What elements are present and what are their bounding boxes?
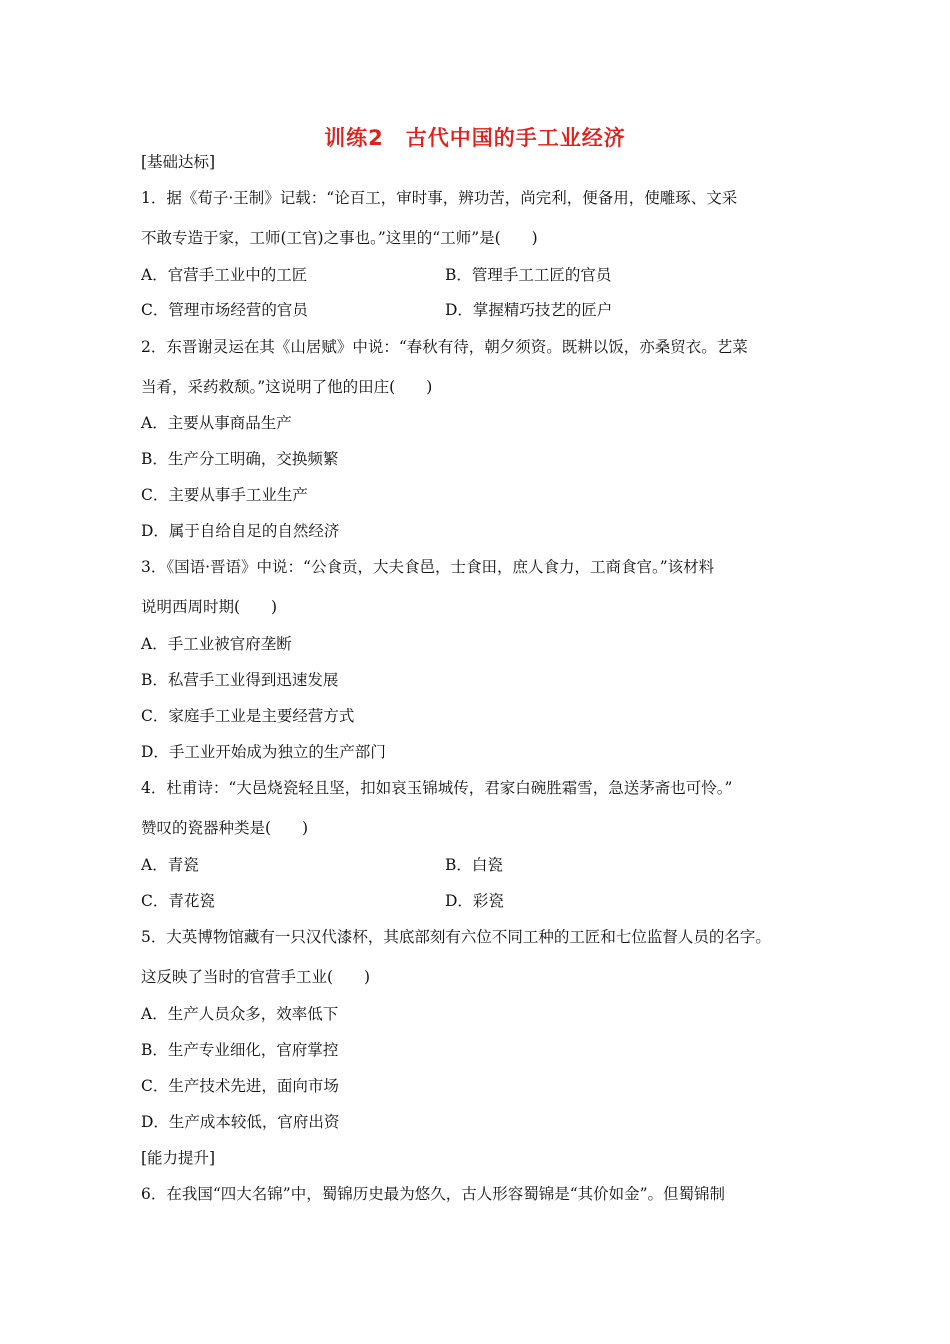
question-5-option-b: B．生产专业细化，官府掌控 xyxy=(141,1041,339,1059)
question-3-option-d: D．手工业开始成为独立的生产部门 xyxy=(141,743,386,761)
question-3-option-b: B．私营手工业得到迅速发展 xyxy=(141,671,339,689)
question-4-stem-line2: 赞叹的瓷器种类是( ) xyxy=(141,819,309,837)
question-1-stem-line1: 1．据《荀子·王制》记载：“论百工，审时事，辨功苦，尚完利，便备用，使雕琢、文采 xyxy=(141,189,738,207)
question-3-stem-line1: 3．《国语·晋语》中说：“公食贡，大夫食邑，士食田，庶人食力，工商食官。”该材料 xyxy=(141,558,715,576)
question-4-option-d: D．彩瓷 xyxy=(445,892,504,910)
question-3-option-a: A．手工业被官府垄断 xyxy=(141,635,292,653)
question-3-option-c: C．家庭手工业是主要经营方式 xyxy=(141,707,355,725)
section-heading-advanced: [能力提升] xyxy=(141,1149,216,1167)
question-1-option-a: A．官营手工业中的工匠 xyxy=(141,266,308,284)
question-2-option-d: D．属于自给自足的自然经济 xyxy=(141,522,340,540)
question-5-option-c: C．生产技术先进，面向市场 xyxy=(141,1077,339,1095)
question-2-stem-line2: 当肴，采药救颓。”这说明了他的田庄( ) xyxy=(141,378,433,396)
question-2-option-c: C．主要从事手工业生产 xyxy=(141,486,308,504)
question-5-stem-line2: 这反映了当时的官营手工业( ) xyxy=(141,968,371,986)
question-2-option-a: A．主要从事商品生产 xyxy=(141,414,292,432)
question-1-option-b: B．管理手工工匠的官员 xyxy=(445,266,612,284)
question-2-option-b: B．生产分工明确，交换频繁 xyxy=(141,450,339,468)
question-5-option-a: A．生产人员众多，效率低下 xyxy=(141,1005,339,1023)
section-heading-basic: [基础达标] xyxy=(141,153,216,171)
question-4-option-c: C．青花瓷 xyxy=(141,892,215,910)
question-5-option-d: D．生产成本较低，官府出资 xyxy=(141,1113,340,1131)
question-1-option-c: C．管理市场经营的官员 xyxy=(141,301,308,319)
question-4-option-a: A．青瓷 xyxy=(141,856,199,874)
question-4-option-b: B．白瓷 xyxy=(445,856,503,874)
question-1-option-d: D．掌握精巧技艺的匠户 xyxy=(445,301,613,319)
page-title: 训练2 古代中国的手工业经济 xyxy=(324,126,626,150)
question-5-stem-line1: 5．大英博物馆藏有一只汉代漆杯，其底部刻有六位不同工种的工匠和七位监督人员的名字。 xyxy=(141,928,771,946)
question-1-stem-line2: 不敢专造于家，工师(工官)之事也。”这里的“工师”是( ) xyxy=(141,229,538,247)
question-6-stem-line1: 6．在我国“四大名锦”中，蜀锦历史最为悠久，古人形容蜀锦是“其价如金”。但蜀锦制 xyxy=(141,1185,726,1203)
question-4-stem-line1: 4．杜甫诗：“大邑烧瓷轻且坚，扣如哀玉锦城传，君家白碗胜霜雪，急送茅斋也可怜。” xyxy=(141,779,733,797)
question-2-stem-line1: 2．东晋谢灵运在其《山居赋》中说：“春秋有待，朝夕须资。既耕以饭，亦桑贸衣。艺菜 xyxy=(141,338,748,356)
question-3-stem-line2: 说明西周时期( ) xyxy=(141,598,278,616)
